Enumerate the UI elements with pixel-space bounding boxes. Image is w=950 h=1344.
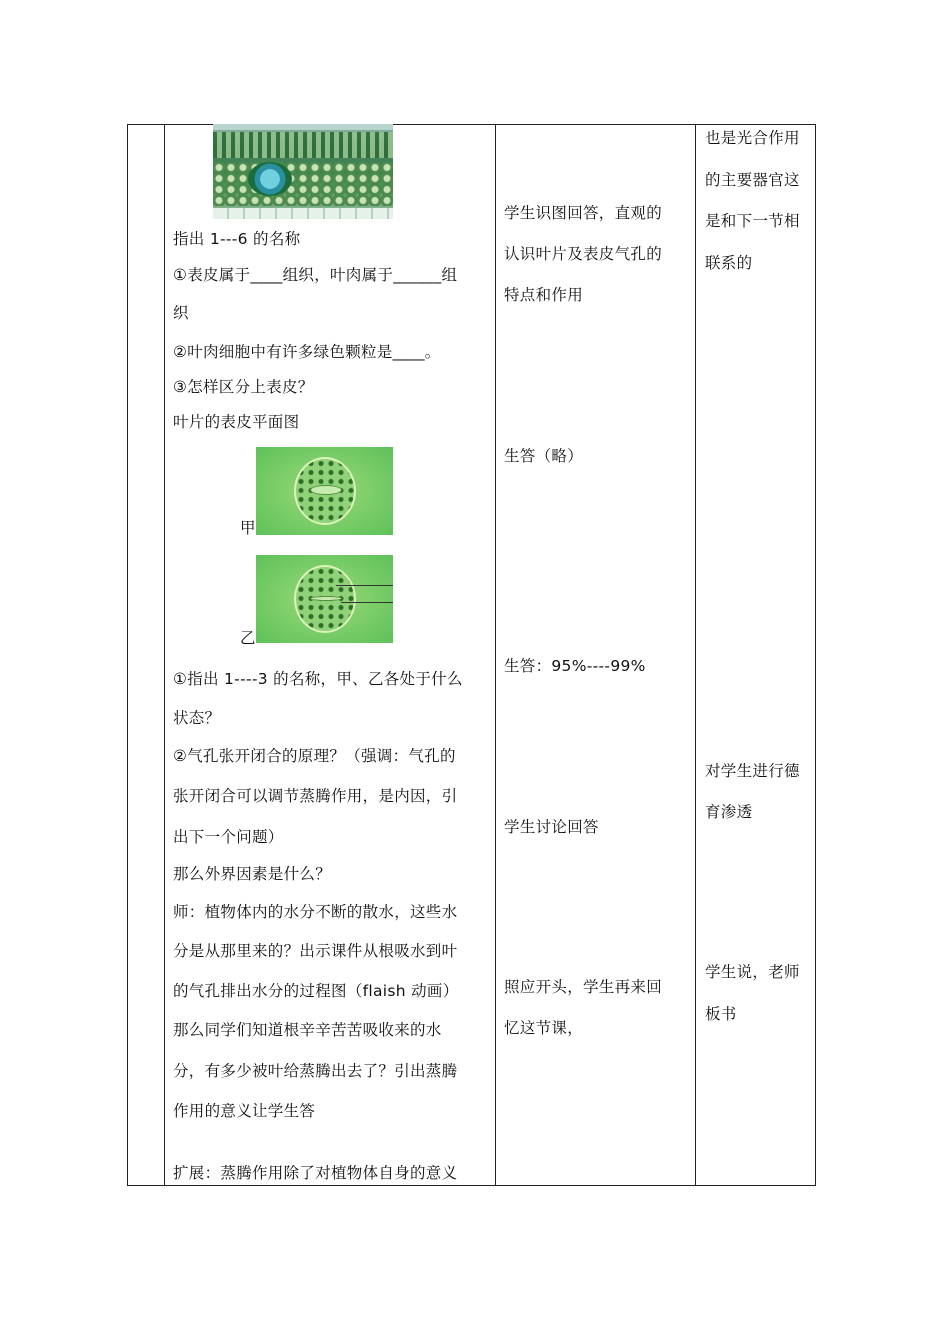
student-answer-1-cont: 认识叶片及表皮气孔的 — [504, 245, 663, 263]
label-yi: 乙 — [240, 629, 256, 647]
note-2-line-2: 育渗透 — [705, 803, 753, 821]
teacher-line-5: 分，有多少被叶给蒸腾出去了？引出蒸腾 — [173, 1062, 458, 1080]
question-3: ③怎样区分上表皮？ — [173, 378, 314, 396]
stoma-question-2: ②气孔张开闭合的原理？（强调：气孔的 — [173, 747, 456, 765]
student-answer-2: 生答（略） — [504, 447, 584, 465]
external-factor-question: 那么外界因素是什么？ — [173, 865, 332, 883]
question-1-cont: 织 — [173, 304, 189, 322]
teacher-line-2: 分是从那里来的？出示课件从根吸水到叶 — [173, 942, 458, 960]
student-answer-3: 生答：95%----99% — [504, 657, 646, 675]
student-answer-1: 学生识图回答，直观的 — [504, 204, 663, 222]
note-3: 学生说，老师 — [705, 963, 800, 981]
leaf-cross-section-image — [213, 124, 393, 219]
teacher-line-6: 作用的意义让学生答 — [173, 1102, 316, 1120]
student-answer-5-cont: 忆这节课， — [504, 1019, 584, 1037]
stoma-closed-image — [256, 555, 393, 643]
student-answer-4: 学生讨论回答 — [504, 818, 599, 836]
question-identify: 指出 1---6 的名称 — [173, 230, 301, 248]
stoma-question-1: ①指出 1----3 的名称，甲、乙各处于什么 — [173, 670, 463, 688]
stoma-question-2-cont: 张开闭合可以调节蒸腾作用，是内因，引 — [173, 787, 458, 805]
stoma-question-2-end: 出下一个问题） — [173, 828, 284, 846]
label-jia: 甲 — [240, 519, 256, 537]
note-1-line-3: 是和下一节相 — [705, 212, 800, 230]
note-1: 也是光合作用 — [705, 129, 800, 147]
note-2: 对学生进行德 — [705, 762, 800, 780]
column-divider — [495, 124, 496, 1186]
student-answer-1-end: 特点和作用 — [504, 286, 584, 304]
teacher-line-1: 师：植物体内的水分不断的散水，这些水 — [173, 903, 458, 921]
column-divider — [695, 124, 696, 1186]
question-1: ①表皮属于____组织，叶肉属于______组 — [173, 266, 458, 284]
stoma-question-1-cont: 状态？ — [173, 709, 221, 727]
surface-title: 叶片的表皮平面图 — [173, 413, 300, 431]
teacher-line-3: 的气孔排出水分的过程图（flaish 动画） — [173, 982, 459, 1000]
stoma-open-image — [256, 447, 393, 535]
teacher-line-4: 那么同学们知道根辛辛苦苦吸收来的水 — [173, 1021, 442, 1039]
column-divider — [164, 124, 165, 1186]
extension-line: 扩展：蒸腾作用除了对植物体自身的意义 — [173, 1164, 458, 1182]
note-1-line-2: 的主要器官这 — [705, 171, 800, 189]
student-answer-5: 照应开头，学生再来回 — [504, 978, 663, 996]
note-3-line-2: 板书 — [705, 1005, 737, 1023]
note-1-line-4: 联系的 — [705, 254, 753, 272]
question-2: ②叶肉细胞中有许多绿色颗粒是____。 — [173, 343, 441, 361]
